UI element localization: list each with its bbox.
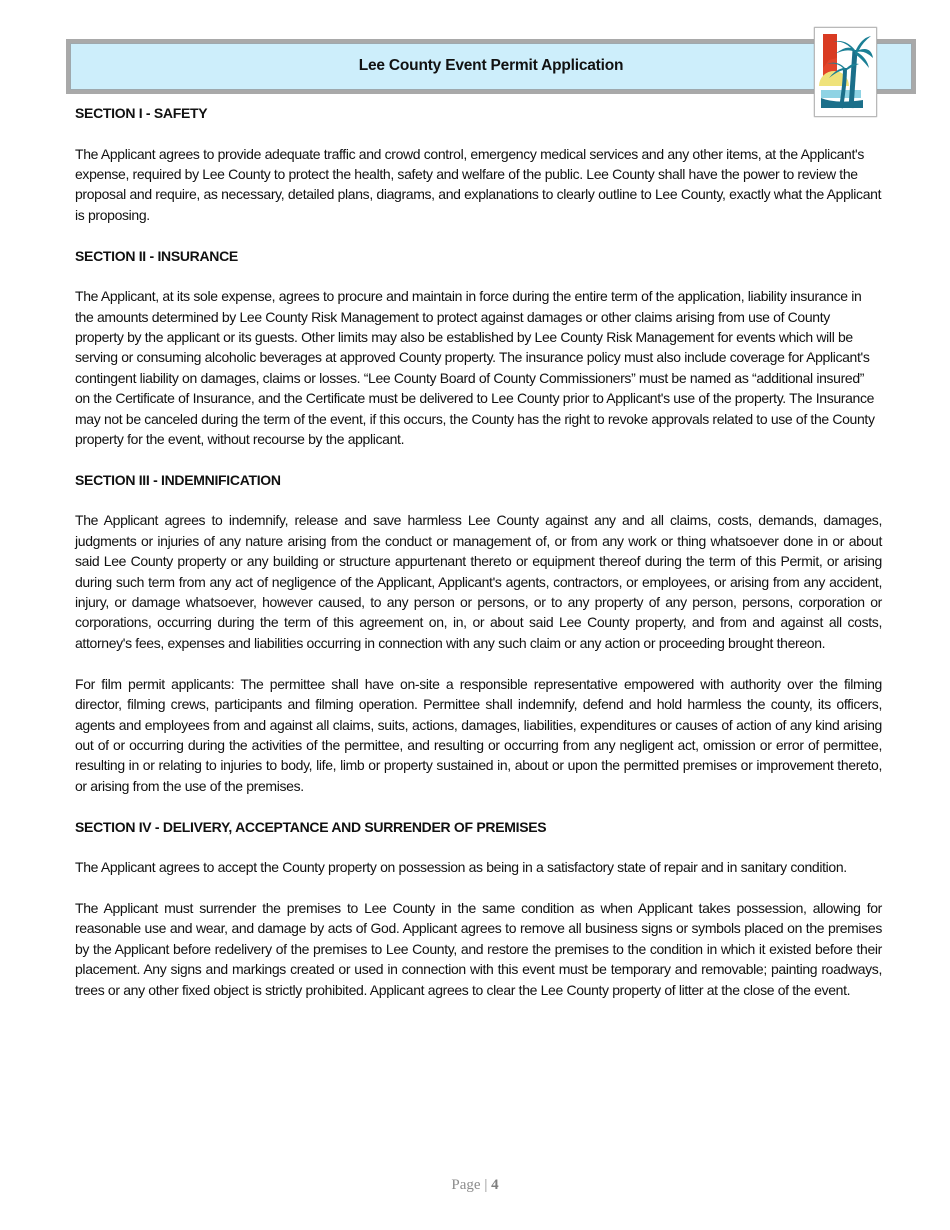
acceptance-paragraph: The Applicant agrees to accept the County property on possession as being in a satisfactory state of repair and in sanitary condition. xyxy=(75,859,847,876)
page-number: 4 xyxy=(491,1177,499,1193)
section-heading-indemnification: SECTION III - INDEMNIFICATION xyxy=(75,471,281,488)
header-title-box xyxy=(70,43,912,90)
film-permit-paragraph: For film permit applicants: The permittee shall have on-site a responsible representative empowered with authority over the filming director, filming crews, participants and filming operation. Permittee shall indemnify, defend and hold harmless the county, its officers, agents and employees from and against all claims, suits, actions, damages, liabilities, expenditures or causes of action of any kind arising out of or occurring during the activities of the permittee, and resulting or occurring from any negligent act, omission or error of permittee, resulting in or relating to injuries to body, life, limb or property sustained in, about or upon the permitted premises or improvement thereto, or arising from the use of the premises. xyxy=(75,675,882,794)
document-body xyxy=(75,103,882,1000)
page-separator: | xyxy=(484,1177,488,1193)
page-footer xyxy=(0,1177,950,1194)
safety-paragraph: The Applicant agrees to provide adequate traffic and crowd control, emergency medical services and any other items, at the Applicant's expense, required by Lee County to protect the health, safety and welfare of the public. Lee County shall have the power to review the proposal and require, as necessary, detailed plans, diagrams, and explanations to clearly outline to Lee County, exactly what the Applicant is proposing. xyxy=(75,145,882,223)
section-heading-delivery-acceptance-surrender: SECTION IV - DELIVERY, ACCEPTANCE AND SURRENDER OF PREMISES xyxy=(75,818,547,835)
document-title: Lee County Event Permit Application xyxy=(358,57,624,74)
page-label: Page xyxy=(451,1177,481,1193)
insurance-paragraph: The Applicant, at its sole expense, agrees to procure and maintain in force during the entire term of the application, liability insurance in the amounts determined by Lee County Risk Management to protect against damages or other claims arising from use of County property by the applicant or its guests. Other limits may also be established by Lee County Risk Management for events which will be serving or consuming alcoholic beverages at approved County property. The insurance policy must also include coverage for Applicant's contingent liability on damages, claims or losses. “Lee County Board of County Commissioners” must be named as “additional insured” on the Certificate of Insurance, and the Certificate must be delivered to Lee County prior to Applicant's use of the property. The Insurance may not be canceled during the term of the event, if this occurs, the County has the right to revoke approvals related to use of the County property for the event, without recourse by the applicant. xyxy=(75,288,875,447)
section-heading-insurance: SECTION II - INSURANCE xyxy=(75,247,238,264)
indemnification-paragraph: The Applicant agrees to indemnify, release and save harmless Lee County against any and all claims, costs, demands, damages, judgments or injuries of any nature arising from the conduct or management of, or from any work or thing whatsoever done in or about said Lee County property or any building or structure appurtenant thereto or equipment thereof during the term of this Permit, or arising during such term from any act of negligence of the Applicant, Applicant's agents, contractors, or employees, or arising from any accident, injury, or damage whatsoever, however caused, to any person or persons, or to any property of any person, persons, corporation or corporations, occurring during the term of this agreement on, in, or about said Lee County property, and from and against all costs, attorney's fees, expenses and liabilities occurring in connection with any such claim or any action or proceeding brought thereon. xyxy=(75,512,882,651)
surrender-paragraph: The Applicant must surrender the premises to Lee County in the same condition as when Applicant takes possession, allowing for reasonable use and wear, and damage by acts of God. Applicant agrees to remove all business signs or symbols placed on the premises by the Applicant before redelivery of the premises to Lee County, and restore the premises to the condition in which it existed before their placement. Any signs and markings created or used in connection with this event must be temporary and removable; painting roadways, trees or any other fixed object is strictly prohibited. Applicant agrees to clear the Lee County property of litter at the close of the event. xyxy=(75,900,882,998)
section-heading-safety: SECTION I - SAFETY xyxy=(75,105,208,121)
document-header-band xyxy=(66,39,916,94)
